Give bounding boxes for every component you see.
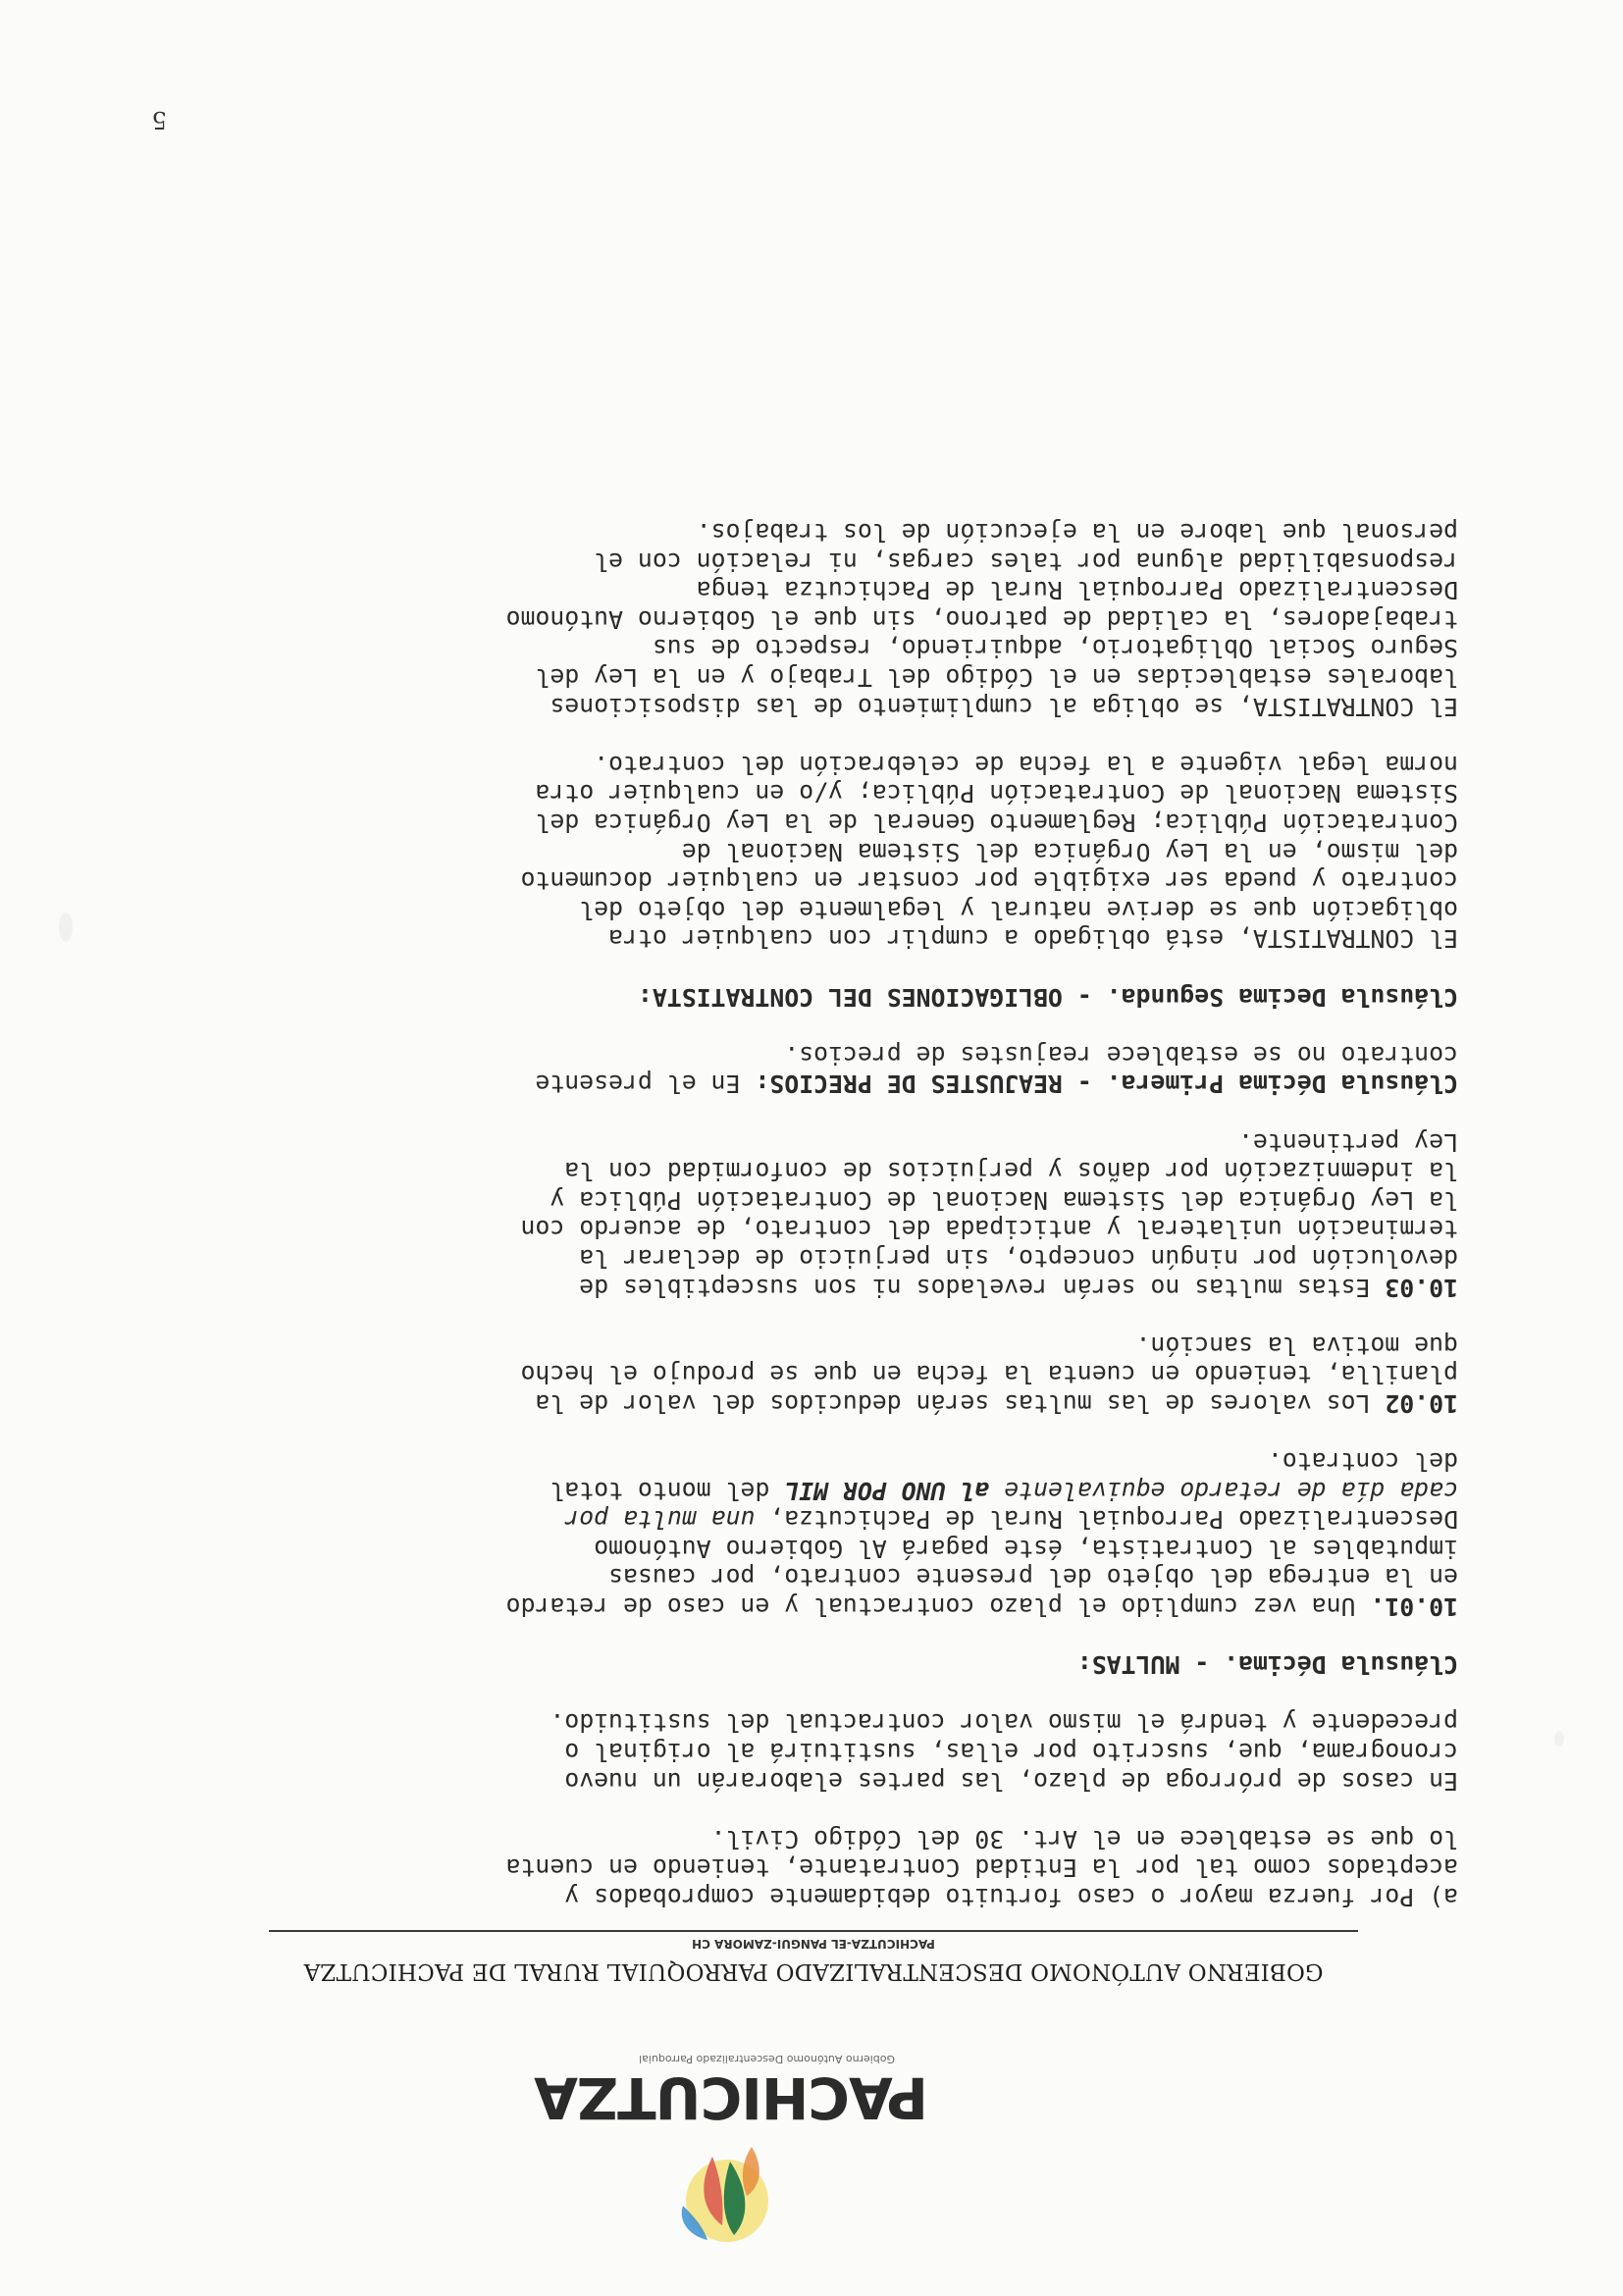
document-body [114, 518, 1458, 1912]
text-line: Descentralizado Parroquial Rural de Pachicutza, [755, 1505, 1458, 1535]
text-line: Seguro Social Obligatorio, adquiriendo, respecto de sus [652, 634, 1458, 663]
text-line: Sistema Nacional de Contratación Pública; y/o en cualquier otra [535, 779, 1458, 809]
clause-heading: Cláusula Décima Primera. - REAJUSTES DE PRECIOS: [755, 1070, 1458, 1099]
text-line: en la entrega del objeto del presente contrato, por causas [608, 1563, 1458, 1592]
item-10-02 [114, 1331, 1458, 1418]
emphasis-text: una multa por [564, 1505, 756, 1535]
text-line: la Ley Orgánica del Sistema Nacional de Contratación Pública y [550, 1185, 1458, 1215]
item-10-01 [114, 1447, 1458, 1622]
text-line: cronograma, que, suscrito por ellas, sustituirá al original o [564, 1738, 1458, 1767]
logo [535, 2049, 928, 2255]
text-line: terminación unilateral y anticipada del contrato, de acuerdo con [520, 1215, 1458, 1244]
text-line: Estas multas no serán revelados ni son susceptibles de [579, 1273, 1386, 1302]
text-line: lo que se establece en el Art. 30 del Código Civil. [710, 1824, 1458, 1853]
text-line: El CONTRATISTA, está obligado a cumplir con cualquier otra [608, 924, 1458, 954]
page-number: 5 [151, 106, 167, 133]
text-line: que motiva la sanción. [1135, 1331, 1458, 1360]
text-line: Ley pertinente. [1238, 1127, 1458, 1157]
text-line: contrato y pueda ser exigible por constar en cualquier documento [520, 866, 1458, 896]
text-line: aceptados como tal por la Entidad Contratante, teniendo en cuenta [505, 1853, 1458, 1883]
item-10-03 [114, 1127, 1458, 1302]
scan-artifact [1554, 1731, 1564, 1747]
clause-heading: Cláusula Décima. - MULTAS: [1076, 1650, 1458, 1680]
letterhead-title: GOBIERNO AUTÓNOMO DESCENTRALIZADO PARROQUIAL RURAL DE PACHICUTZA [303, 1958, 1324, 1984]
logo-emblem-icon [673, 2137, 781, 2255]
text-line: del monto total [550, 1476, 785, 1505]
text-line: norma legal vigente a la fecha de celebración del contrato. [594, 750, 1458, 779]
text-line: planilla, teniendo en cuenta la fecha en que se produjo el hecho [520, 1360, 1458, 1389]
text-line: responsabilidad alguna por tales cargas, ni relación con el [594, 547, 1458, 576]
clause-12-paragraph-1 [114, 750, 1458, 953]
letterhead-subtitle: PACHICUTZA-EL PANGUI-ZAMORA CH [692, 1937, 935, 1951]
text-line: obligación que se derive natural y legalmente del objeto del [579, 895, 1458, 924]
text-line: del mismo, en la Ley Orgánica del Sistema Nacional de [681, 837, 1458, 866]
text-line: la indemnización por daños y perjuicios de conformidad con la [564, 1157, 1458, 1186]
clause-12-heading-block [114, 982, 1458, 1012]
logo-tagline: Gobierno Autónomo Descentralizado Parroquial [639, 2053, 895, 2065]
item-number: 10.02 [1385, 1388, 1458, 1418]
text-line: precedente y tendrá el mismo valor contractual del sustituido. [550, 1708, 1458, 1738]
emphasis-text-strong: al UNO POR MIL [784, 1476, 990, 1505]
text-line: El CONTRATISTA, se obliga al cumplimiento de las disposiciones [550, 692, 1458, 721]
text-line: laborales establecidas en el Código del Trabajo y en la Ley del [535, 663, 1458, 693]
text-line: Contratación Pública; Reglamento General de la Ley Orgánica del [535, 809, 1458, 838]
emphasis-text: cada día de retardo equivalente [989, 1476, 1458, 1505]
text-line: a) Por fuerza mayor o caso fortuito debidamente comprobados y [564, 1883, 1458, 1911]
item-number: 10.03 [1385, 1273, 1458, 1302]
text-line: imputables al Contratista, éste pagará Al Gobierno Autónomo [594, 1534, 1458, 1563]
text-line: Los valores de las multas serán deducidos del valor de la [535, 1388, 1386, 1418]
clause-12-paragraph-2 [114, 518, 1458, 721]
clause-10-heading-block [114, 1650, 1458, 1680]
text-line: En el presente [535, 1070, 756, 1099]
item-number: 10.01. [1370, 1592, 1458, 1622]
header-rule [269, 1930, 1358, 1932]
scan-artifact [59, 913, 73, 942]
text-line: Descentralizado Parroquial Rural de Pachicutza tenga [696, 576, 1458, 605]
clause-11 [114, 1040, 1458, 1098]
text-line: En casos de prórroga de plazo, las partes elaborarán un nuevo [564, 1766, 1458, 1796]
text-line: contrato no se establece reajustes de precios. [784, 1040, 1458, 1070]
logo-wordmark: PACHICUTZA [535, 2064, 928, 2131]
paragraph-extension [114, 1708, 1458, 1796]
text-line: personal que labore en la ejecución de los trabajos. [696, 518, 1458, 548]
text-line: devolución por ningún concepto, sin perjuicio de declarar la [579, 1243, 1458, 1273]
paragraph-force-majeure [114, 1824, 1458, 1911]
text-line: del contrato. [1267, 1447, 1458, 1477]
text-line: Una vez cumplido el plazo contractual y en caso de retardo [505, 1592, 1371, 1622]
clause-heading: Cláusula Decima Segunda. - OBLIGACIONES DEL CONTRATISTA: [637, 982, 1458, 1012]
text-line: trabajadores, la calidad de patrono, sin que el Gobierno Autónomo [505, 604, 1458, 634]
